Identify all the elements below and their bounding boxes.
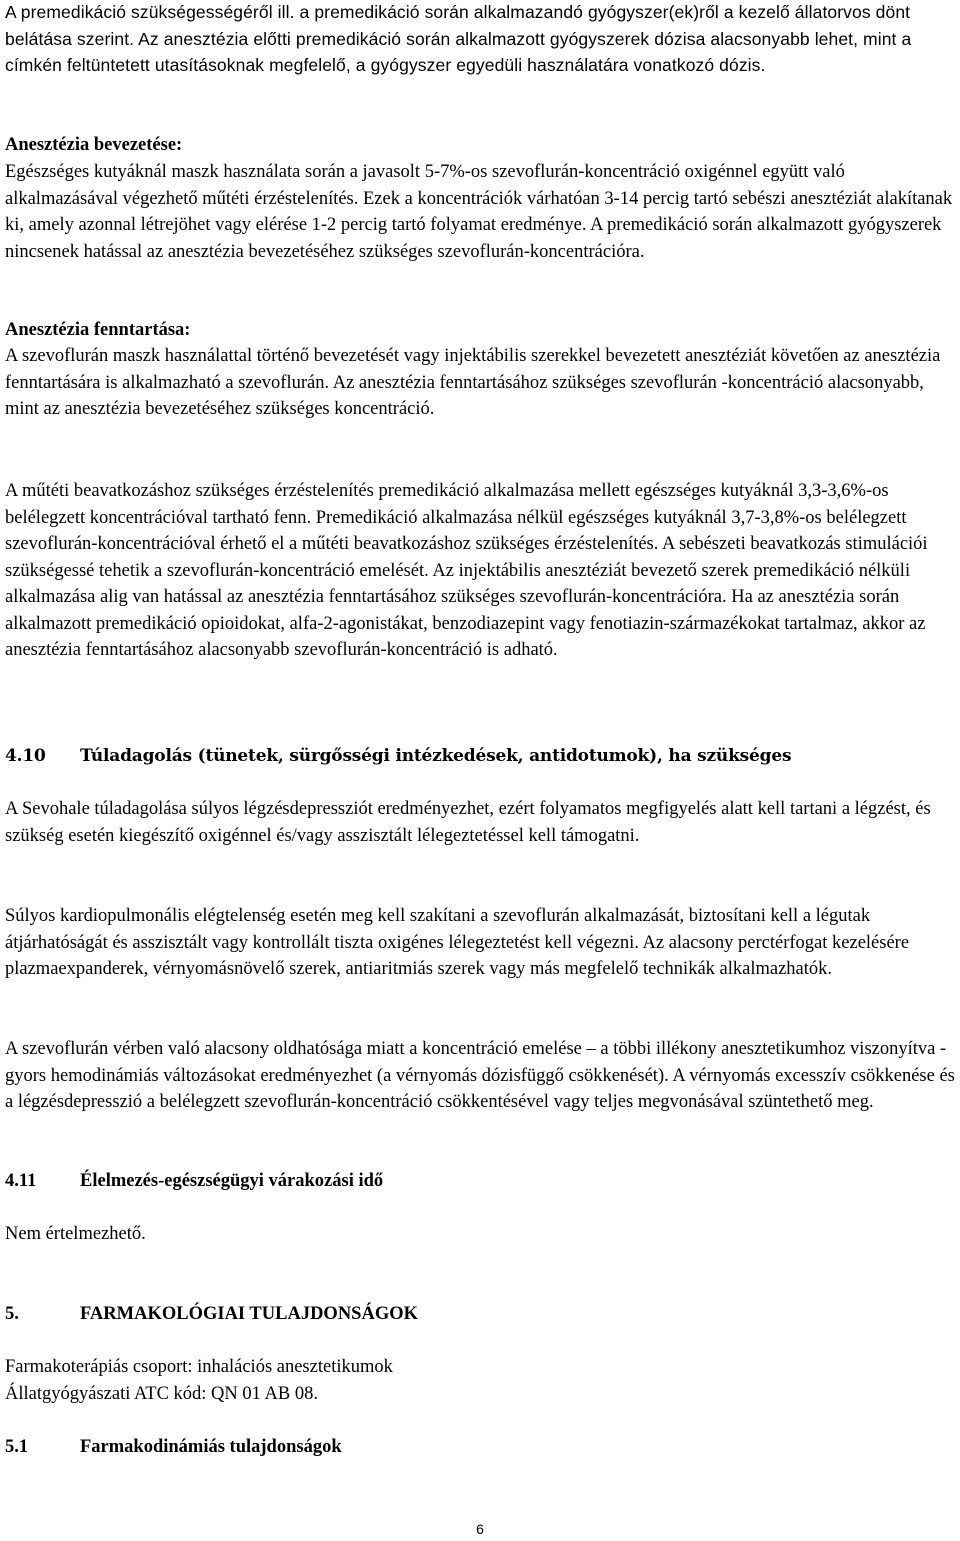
maintenance-heading: Anesztézia fenntartása: <box>5 320 191 340</box>
section-title: Túladagolás (tünetek, sürgősségi intézkedések, antidotumok), ha szükséges <box>80 746 792 766</box>
overdose-paragraph-1: A Sevohale túladagolása súlyos légzésdepressziót eredményezhet, ezért folyamatos megfigyelés alatt kell tartani a légzést, és szükség esetén kiegészítő oxigénnel és/vagy asszisztált lélegeztetéssel kell támogatni. <box>5 799 931 846</box>
section-4-11-heading <box>5 1168 383 1195</box>
induction-heading: Anesztézia bevezetése: <box>5 135 183 155</box>
atc-code: Állatgyógyászati ATC kód: QN 01 AB 08. <box>5 1384 318 1404</box>
section-title: Élelmezés-egészségügyi várakozási idő <box>80 1171 384 1191</box>
section-5-heading <box>5 1301 418 1328</box>
section-4-10-heading <box>5 743 791 770</box>
overdose-paragraph-2: Súlyos kardiopulmonális elégtelenség esetén meg kell szakítani a szevoflurán alkalmazását, biztosítani kell a légutak átjárhatóságát és asszisztált vagy kontrollált tiszta oxigénes lélegeztetést kell végezni. Az alacsony perctérfogat kezelésére plazmaexpanderek, vérnyomásnövelő szerek, antiaritmiás szerek vagy más megfelelő technikák alkalmazhatók. <box>5 906 910 979</box>
intro-paragraph: A premedikáció szükségességéről ill. a premedikáció során alkalmazandó gyógyszer(ek)ről a kezelő állatorvos dönt belátása szerint. Az anesztézia előtti premedikáció során alkalmazott gyógyszerek dózisa alacsonyabb lehet, mint a címkén feltüntetett utasításoknak megfelelő, a gyógyszer egyedüli használatára vonatkozó dózis. <box>5 2 912 75</box>
maintenance-paragraph-2: A műtéti beavatkozáshoz szükséges érzéstelenítés premedikáció alkalmazása mellett egészséges kutyáknál 3,3-3,6%-os belélegzett koncentrációval tartható fenn. Premedikáció alkalmazása nélkül egészséges kutyáknál 3,7-3,8%-os belélegzett szevoflurán-koncentrációval érhető el a műtéti beavatkozáshoz szükséges érzéstelenítés. A sebészeti beavatkozás stimulációi szükségessé tehetik a szevoflurán-koncentráció emelését. Az injektábilis anesztéziát bevezető szerek premedikáció nélküli alkalmazása alig van hatással az anesztézia fenntartásához szükséges szevoflurán-koncentrációra. Ha az anesztézia során alkalmazott premedikáció opioidokat, alfa-2-agonistákat, benzodiazepint vagy fenotiazin-származékokat tartalmaz, akkor az anesztézia fenntartásához alacsonyabb szevoflurán-koncentráció is adható. <box>5 481 928 660</box>
overdose-paragraph-3: A szevoflurán vérben való alacsony oldhatósága miatt a koncentráció emelése – a többi illékony anesztetikumhoz viszonyítva - gyors hemodinámiás változásokat eredményezhet (a vérnyomás dózisfüggő csökkenését). A vérnyomás excesszív csökkenése és a légzésdepresszió a belélegzett szevoflurán-koncentráció csökkentésével vagy teljes megvonásával szüntethető meg. <box>5 1039 955 1112</box>
pharmacotherapeutic-group: Farmakoterápiás csoport: inhalációs anesztetikumok <box>5 1357 393 1377</box>
induction-paragraph: Egészséges kutyáknál maszk használata során a javasolt 5-7%-os szevoflurán-koncentráció oxigénnel együtt való alkalmazásával végezhető műtéti érzéstelenítés. Ezek a koncentrációk várhatóan 3-14 percig tartó sebészi anesztéziát alakítanak ki, amely azonnal létrejöhet vagy elérése 1-2 percig tartó folyamat eredménye. A premedikáció során alkalmazott gyógyszerek nincsenek hatással az anesztézia bevezetéséhez szükséges szevoflurán-koncentrációra. <box>5 162 953 262</box>
section-number: 5. <box>5 1304 19 1324</box>
section-title: FARMAKOLÓGIAI TULAJDONSÁGOK <box>80 1304 418 1324</box>
maintenance-paragraph: A szevoflurán maszk használattal történő bevezetését vagy injektábilis szerekkel bevezetett anesztéziát követően az anesztézia fenntartására is alkalmazható a szevoflurán. Az anesztézia fenntartásához szükséges szevoflurán -koncentráció alacsonyabb, mint az anesztézia bevezetéséhez szükséges koncentráció. <box>5 346 941 419</box>
withdrawal-period-text: Nem értelmezhető. <box>5 1224 146 1244</box>
section-5-1-heading <box>5 1434 342 1461</box>
section-number: 4.11 <box>5 1171 37 1191</box>
section-number: 5.1 <box>5 1437 29 1457</box>
section-title: Farmakodinámiás tulajdonságok <box>80 1437 342 1457</box>
section-number: 4.10 <box>5 746 46 766</box>
page-number: 6 <box>476 1521 484 1537</box>
